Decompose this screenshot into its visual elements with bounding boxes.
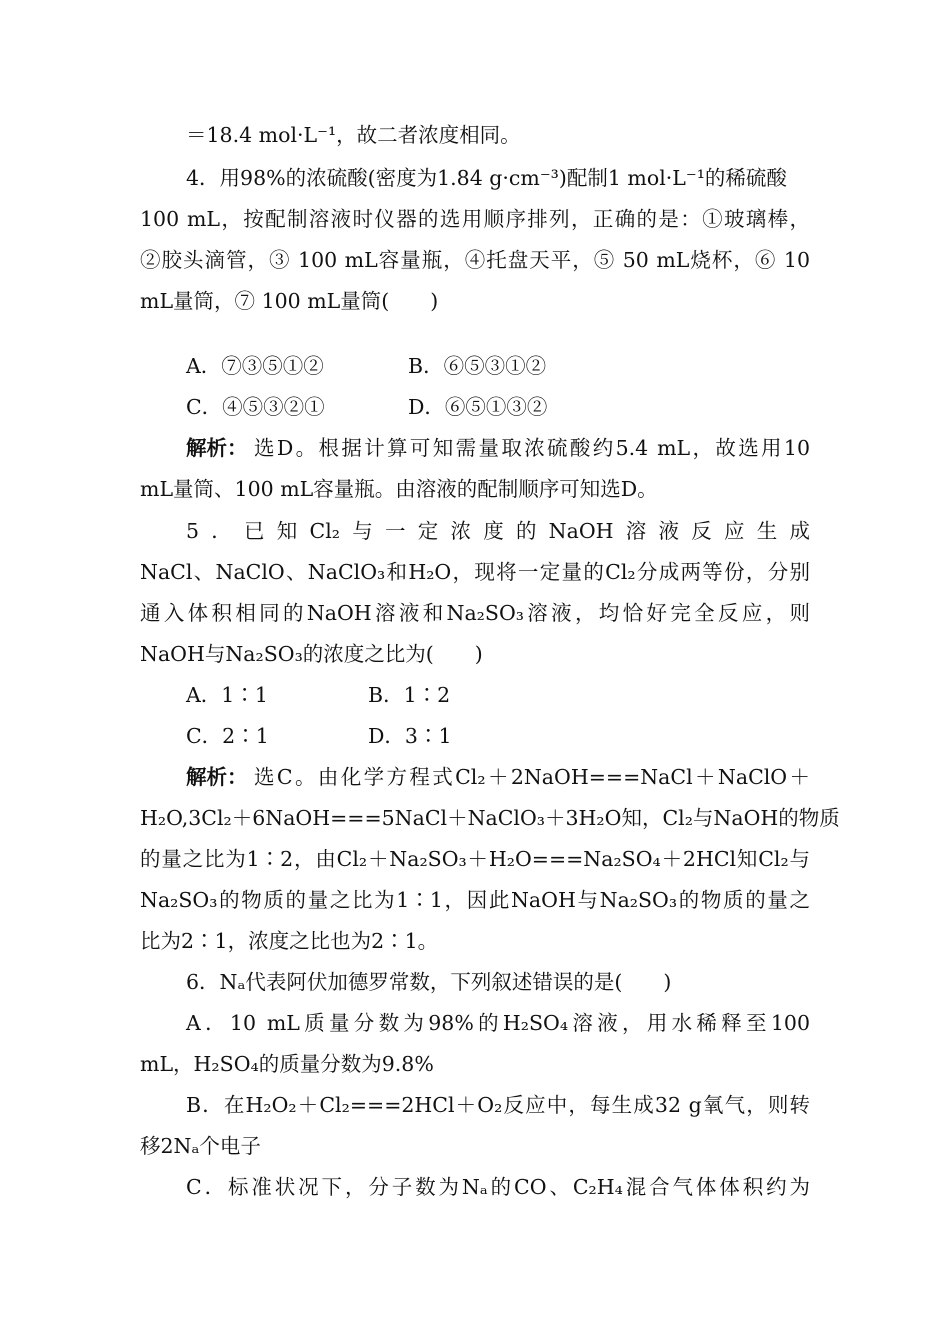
option-b: B．在H₂O₂＋Cl₂===2HCl＋O₂反应中，每生成32 g氧气，则转 bbox=[186, 1093, 810, 1117]
option-d: D．⑥⑤①③② bbox=[408, 395, 548, 419]
option-a: A．10 mL质量分数为98%的H₂SO₄溶液，用水稀释至100 bbox=[186, 1011, 810, 1035]
question-5-line: 通入体积相同的NaOH溶液和Na₂SO₃溶液，均恰好完全反应，则 bbox=[140, 601, 810, 625]
option-a: A．⑦③⑤①② bbox=[186, 354, 324, 378]
question-4-line: 100 mL，按配制溶液时仪器的选用顺序排列，正确的是：①玻璃棒， bbox=[140, 207, 810, 231]
analysis-line: mL量筒、100 mL容量瓶。由溶液的配制顺序可知选D。 bbox=[140, 477, 658, 501]
analysis-line: 选C。由化学方程式Cl₂＋2NaOH===NaCl＋NaClO＋ bbox=[254, 765, 810, 789]
analysis-line: 选D。根据计算可知需量取浓硫酸约5.4 mL，故选用10 bbox=[254, 436, 810, 460]
option-c: C．2∶1 bbox=[186, 724, 269, 748]
option-b: B．1∶2 bbox=[368, 683, 451, 707]
option-a-continued: mL，H₂SO₄的质量分数为9.8% bbox=[140, 1052, 434, 1076]
analysis-line: 比为2∶1，浓度之比也为2∶1。 bbox=[140, 929, 439, 953]
option-c: C．标准状况下，分子数为Nₐ的CO、C₂H₄混合气体体积约为 bbox=[186, 1175, 810, 1199]
question-5-line: NaOH与Na₂SO₃的浓度之比为( ) bbox=[140, 642, 483, 666]
analysis-label: 解析： bbox=[186, 436, 248, 460]
analysis-line: Na₂SO₃的物质的量之比为1∶1，因此NaOH与Na₂SO₃的物质的量之 bbox=[140, 888, 810, 912]
text-line: ＝18.4 mol·L⁻¹，故二者浓度相同。 bbox=[186, 123, 521, 147]
analysis-label: 解析： bbox=[186, 765, 248, 789]
question-5-line: NaCl、NaClO、NaClO₃和H₂O，现将一定量的Cl₂分成两等份，分别 bbox=[140, 560, 810, 584]
analysis-line: H₂O,3Cl₂＋6NaOH===5NaCl＋NaClO₃＋3H₂O知，Cl₂与NaOH的物质 bbox=[140, 806, 840, 830]
question-4-line: mL量筒，⑦ 100 mL量筒( ) bbox=[140, 289, 439, 313]
option-d: D．3∶1 bbox=[368, 724, 452, 748]
question-4-line: 4．用98%的浓硫酸(密度为1.84 g·cm⁻³)配制1 mol·L⁻¹的稀硫酸 bbox=[186, 166, 787, 190]
question-6-line: 6．Nₐ代表阿伏加德罗常数，下列叙述错误的是( ) bbox=[186, 970, 672, 994]
question-4-line: ②胶头滴管，③ 100 mL容量瓶，④托盘天平，⑤ 50 mL烧杯，⑥ 10 bbox=[140, 248, 810, 272]
question-5-line: 5．已知Cl₂与一定浓度的NaOH溶液反应生成 bbox=[186, 519, 810, 543]
option-c: C．④⑤③②① bbox=[186, 395, 325, 419]
option-a: A．1∶1 bbox=[186, 683, 268, 707]
option-b-continued: 移2Nₐ个电子 bbox=[140, 1134, 261, 1158]
option-b: B．⑥⑤③①② bbox=[408, 354, 547, 378]
analysis-line: 的量之比为1∶2，由Cl₂＋Na₂SO₃＋H₂O===Na₂SO₄＋2HCl知Cl₂与 bbox=[140, 847, 810, 871]
